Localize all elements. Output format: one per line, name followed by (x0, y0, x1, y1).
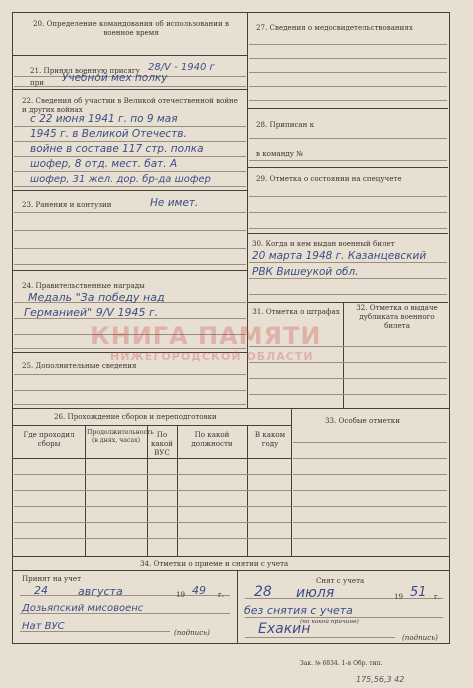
removed-label: Снят с учета (316, 576, 365, 585)
rule (14, 126, 246, 127)
rule (14, 156, 246, 157)
sep-27-28 (248, 108, 448, 109)
rule (249, 72, 447, 73)
field-34-title: 34. Отметки о приеме и снятии с учета (140, 559, 289, 568)
rule (293, 458, 447, 459)
field-31-label: 31. Отметка о штрафах (252, 307, 340, 316)
field-30-label: 30. Когда и кем выдан военный билет (252, 239, 395, 248)
hw-acc-line3: Нат ВУС (22, 621, 65, 632)
hw-award-line2: Германией" 9/V 1945 г. (24, 306, 159, 319)
sep-23-24 (13, 270, 247, 271)
rule (249, 160, 447, 161)
rule (14, 171, 246, 172)
sep-22-23 (13, 190, 247, 191)
accepted-label: Принят на учет (22, 574, 82, 583)
field-20-label: 20. Определение командования об использовании в военное время (33, 19, 229, 37)
sep-28-29 (248, 167, 448, 168)
hw-acc-line2: Дозьяпский мисовоенс (22, 603, 144, 614)
rule (249, 228, 447, 229)
rule (14, 230, 246, 231)
hw-war-line1: с 22 июня 1941 г. по 9 мая (30, 113, 178, 125)
hw-rem-month: июля (296, 585, 335, 601)
rule (249, 262, 447, 263)
field-25-label: 25. Дополнительные сведения (22, 361, 137, 370)
rule (249, 44, 447, 45)
field-21-label: 21. Принял военную присягу (30, 66, 140, 75)
rule (249, 394, 447, 395)
sep-29-30 (248, 233, 448, 234)
field-24-label: 24. Правительственные награды (22, 281, 145, 290)
col-where-header: Где проходил сборы (23, 430, 75, 448)
hw-rem-reason: без снятия с учета (244, 604, 353, 617)
rule (14, 264, 246, 265)
col-duration-header: Продолжительность (в днях, часах) (87, 429, 154, 444)
rule (14, 86, 246, 87)
hw-war-line5: шофер, 31 жел. дор. бр-да шофер (30, 174, 211, 185)
hw-footer-number: 175,56,3 42 (356, 675, 405, 684)
sep-26-cols (13, 458, 291, 459)
rule (293, 442, 447, 443)
hw-award-line1: Медаль "За победу над (28, 291, 165, 304)
sep-21-22 (13, 89, 247, 90)
sep-20-21 (13, 55, 247, 56)
sep-26-header (13, 425, 291, 426)
center-divider-34 (237, 570, 238, 644)
rule (14, 404, 246, 405)
rule (14, 141, 246, 142)
rule (293, 474, 447, 475)
acc-g: г. (218, 590, 224, 599)
hw-war-line2: 1945 г. в Великой Отечеств. (30, 128, 187, 140)
sep-table-34 (13, 556, 449, 557)
rule (14, 390, 246, 391)
field-23-label: 23. Ранения и контузии (22, 200, 112, 209)
field-32-label: 32. Отметка о выдаче дубликата военного билета (356, 303, 438, 330)
hw-acc-year: 49 (192, 584, 206, 597)
field-33-label: 33. Особые отметки (325, 416, 400, 425)
sep-34-header (13, 570, 449, 571)
rule (249, 378, 447, 379)
field-29-label: 29. Отметка о состоянии на спецучете (256, 174, 402, 183)
rule (249, 138, 447, 139)
rule (14, 186, 246, 187)
rule (249, 278, 447, 279)
rule (14, 248, 246, 249)
rule (249, 196, 447, 197)
rule (249, 86, 447, 87)
field-21-pri: при (30, 78, 44, 87)
hw-war-line3: войне в составе 117 стр. полка (30, 143, 204, 155)
rem-reason-label: (по какой причине) (300, 619, 359, 625)
rule (293, 490, 447, 491)
rule (249, 212, 447, 213)
print-footer: Зак. № 6834. 1-я Обр. тип. (300, 660, 383, 667)
hw-ticket-line2: РВК Вишеукой обл. (252, 266, 359, 278)
table-row-line (14, 490, 291, 491)
rule (293, 538, 447, 539)
watermark-stamp-line2: НИЖЕГОРОДСКОЙ ОБЛАСТИ (110, 350, 314, 363)
rule (249, 294, 447, 295)
field-27-label: 27. Сведения о медосвидетельствованиях (256, 23, 413, 32)
hw-acc-month: августа (78, 585, 123, 598)
col-year-header: В каком году (254, 430, 286, 448)
rem-year-prefix: 19 (394, 592, 404, 601)
field-26-title: 26. Прохождение сборов и переподготовки (54, 412, 217, 421)
table-row-line (14, 522, 291, 523)
rule (293, 522, 447, 523)
field-28-label: 28. Приписан к (256, 120, 315, 129)
hw-acc-day: 24 (34, 584, 48, 597)
field-22-label: 22. Сведения об участии в Великой отечественной войне и других войнах (22, 96, 238, 114)
center-divider-bottom (291, 408, 292, 556)
hw-rem-day: 28 (254, 584, 272, 600)
table-row-line (14, 474, 291, 475)
hw-rem-year: 51 (410, 585, 427, 600)
col-vus-header: По какой ВУС (150, 430, 174, 457)
hw-oath-date: 28/V - 1940 г (148, 62, 215, 73)
watermark-stamp-line1: КНИГА ПАМЯТИ (90, 322, 322, 350)
table-row-line (14, 538, 291, 539)
acc-year-prefix: 19 (176, 590, 186, 599)
rule (249, 58, 447, 59)
col-position-header: По какой должности (191, 430, 233, 448)
rem-signature-label: (подпись) (402, 633, 438, 642)
sep-upper-lower (13, 408, 449, 409)
rem-g: г. (434, 592, 440, 601)
rule (14, 374, 246, 375)
table-row-line (14, 506, 291, 507)
hw-rem-signature: Ехакин (258, 621, 311, 637)
hw-war-line4: шофер, 8 отд. мест. бат. А (30, 158, 178, 170)
hw-wounds: Не имет. (150, 197, 199, 209)
acc-signature-label: (подпись) (174, 628, 210, 637)
rule (249, 100, 447, 101)
rule (14, 212, 246, 213)
hw-oath-place: Учебной мех полку (62, 72, 168, 84)
field-28-team-label: в команду № (256, 149, 303, 158)
hw-ticket-line1: 20 марта 1948 г. Казанцевский (252, 250, 427, 262)
divider-31-32 (343, 302, 344, 408)
rule (245, 637, 395, 638)
rule (293, 506, 447, 507)
